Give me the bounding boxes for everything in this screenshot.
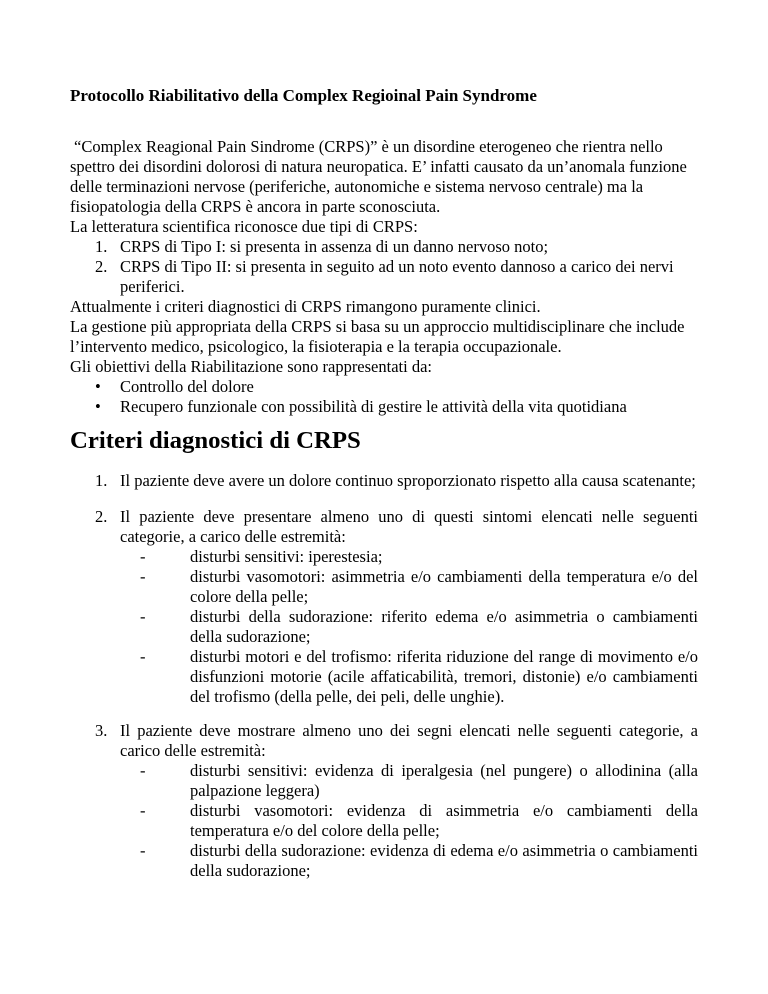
- paragraph-line: Gli obiettivi della Riabilitazione sono rappresentati da:: [70, 357, 432, 376]
- bullet-item-text: Recupero funzionale con possibilità di gestire le attività della vita quotidiana: [120, 397, 627, 416]
- criteria-2-subitem-sudomotor: [70, 607, 698, 647]
- subitem-text: disturbi vasomotori: evidenza di asimmetria e/o cambiamenti della temperatura e/o del colore della pelle;: [190, 801, 698, 840]
- list-item-text: Il paziente deve mostrare almeno uno dei segni elencati nelle seguenti categorie, a carico delle estremità:: [120, 721, 698, 760]
- criteria-2-subitem-vasomotor: [70, 567, 698, 607]
- list-item-number: 1.: [95, 237, 108, 256]
- criteria-section-heading: Criteri diagnostici di CRPS: [70, 427, 361, 454]
- list-item-number: 2.: [95, 257, 108, 276]
- subitem-text: disturbi della sudorazione: riferito edema e/o asimmetria o cambiamenti della sudorazione;: [190, 607, 698, 646]
- bullet-icon: •: [95, 377, 101, 396]
- subitem-text: disturbi della sudorazione: evidenza di edema e/o asimmetria o cambiamenti della sudorazione;: [190, 841, 698, 880]
- document-title: Protocollo Riabilitativo della Complex Regioinal Pain Syndrome: [70, 86, 537, 105]
- dash-icon: -: [140, 547, 146, 566]
- criteria-item-2: [70, 507, 698, 547]
- criteria-item-1: [70, 471, 698, 491]
- bullet-item-text: Controllo del dolore: [120, 377, 254, 396]
- list-item-crps-type-1: [70, 237, 698, 257]
- dash-icon: -: [140, 801, 146, 820]
- dash-icon: -: [140, 647, 146, 666]
- dash-icon: -: [140, 607, 146, 626]
- list-item-number: 1.: [95, 471, 108, 490]
- bullet-icon: •: [95, 397, 101, 416]
- list-item-text: CRPS di Tipo I: si presenta in assenza di un danno nervoso noto;: [120, 237, 549, 256]
- subitem-text: disturbi sensitivi: evidenza di iperalgesia (nel pungere) o allodinina (alla palpazione leggera): [190, 761, 698, 800]
- list-item-number: 3.: [95, 721, 108, 740]
- paragraph-line: Attualmente i criteri diagnostici di CRPS rimangono puramente clinici.: [70, 297, 541, 316]
- criteria-3-subitem-sensory: [70, 761, 698, 801]
- paragraph-line: La gestione più appropriata della CRPS si basa su un approccio multidisciplinare che include l’intervento medico, psicologico, la fisioterapia e la terapia occupazionale.: [70, 317, 685, 356]
- list-item-text: Il paziente deve avere un dolore continuo sproporzionato rispetto alla causa scatenante;: [120, 471, 696, 490]
- subitem-text: disturbi vasomotori: asimmetria e/o cambiamenti della temperatura e/o del colore della pelle;: [190, 567, 698, 606]
- dash-icon: -: [140, 841, 146, 860]
- types-intro-line: La letteratura scientifica riconosce due tipi di CRPS:: [70, 217, 418, 236]
- dash-icon: -: [140, 567, 146, 586]
- criteria-item-3: [70, 721, 698, 761]
- bullet-item-functional-recovery: [70, 397, 698, 417]
- intro-paragraph: “Complex Reagional Pain Sindrome (CRPS)” è un disordine eterogeneo che rientra nello spettro dei disordini dolorosi di natura neuropatica. E’ infatti causato da un’anomala funzione delle terminazioni nervose (periferiche, autonomiche e sistema nervoso centrale) ma la fisiopatologia della CRPS è ancora in parte sconosciuta.: [70, 137, 687, 216]
- dash-icon: -: [140, 761, 146, 780]
- list-item-number: 2.: [95, 507, 108, 526]
- subitem-text: disturbi sensitivi: iperestesia;: [190, 547, 383, 566]
- criteria-2-subitem-sensory: [70, 547, 698, 567]
- criteria-3-subitem-sudomotor: [70, 841, 698, 881]
- list-item-text: Il paziente deve presentare almeno uno di questi sintomi elencati nelle seguenti categorie, a carico delle estremità:: [120, 507, 698, 546]
- list-item-crps-type-2: [70, 257, 698, 297]
- bullet-item-pain-control: [70, 377, 698, 397]
- list-item-text: CRPS di Tipo II: si presenta in seguito ad un noto evento dannoso a carico dei nervi periferici.: [120, 257, 674, 296]
- criteria-3-subitem-vasomotor: [70, 801, 698, 841]
- subitem-text: disturbi motori e del trofismo: riferita riduzione del range di movimento e/o disfunzioni motorie (acile affaticabilità, tremori, distonie) e/o cambiamenti del trofismo (della pelle, dei peli, delle unghie).: [190, 647, 698, 706]
- criteria-2-subitem-motor-trophic: [70, 647, 698, 707]
